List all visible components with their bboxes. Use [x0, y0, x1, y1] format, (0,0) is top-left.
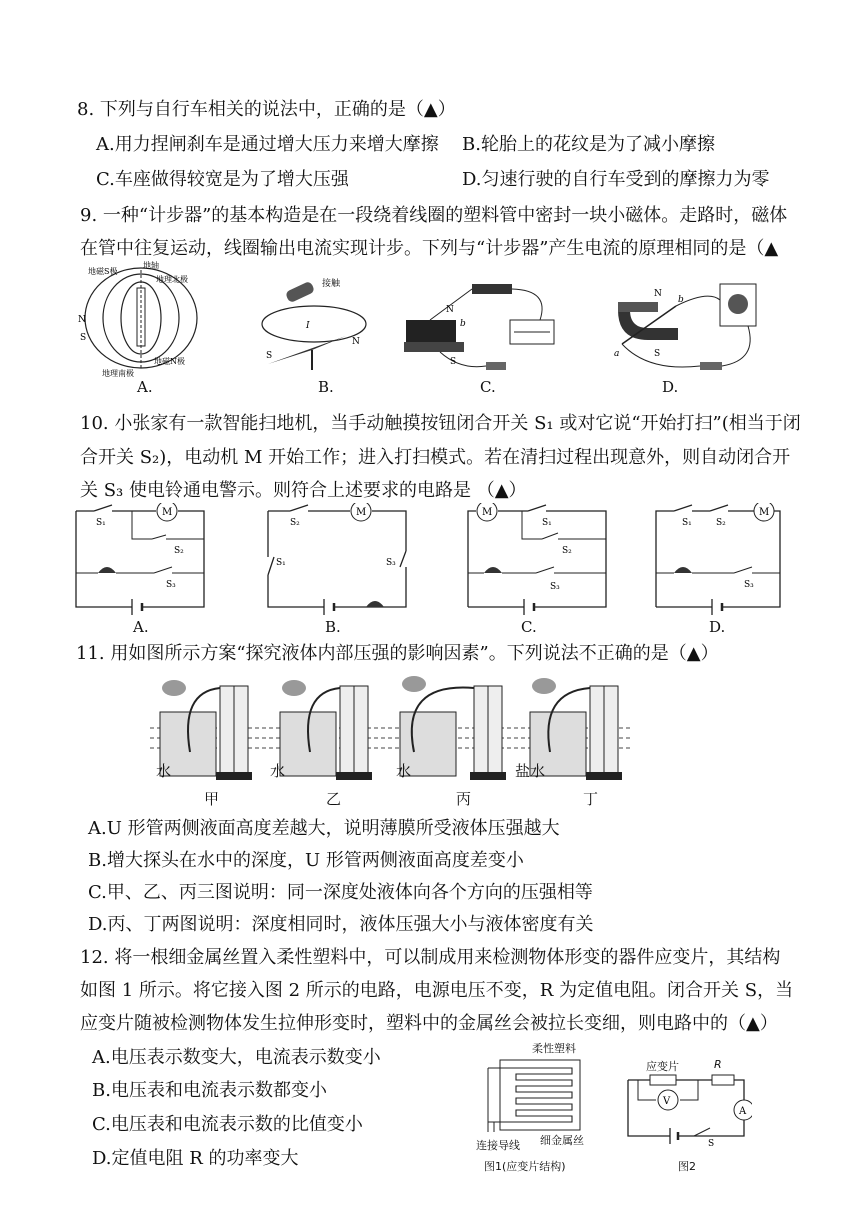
figC-n: N — [446, 305, 454, 315]
q10-line3: 关 S₃ 使电铃通电警示。则符合上述要求的电路是 （▲） — [80, 480, 527, 501]
svg-text:M: M — [482, 507, 493, 518]
q11-name-2: 乙 — [326, 790, 342, 808]
fig1-caption: 图1(应变片结构) — [484, 1160, 566, 1173]
circD-s1: S₁ — [682, 518, 692, 528]
q11-option-a: A.U 形管两侧液面高度差越大，说明薄膜所受液体压强越大 — [88, 818, 560, 839]
figB-s: S — [266, 351, 273, 361]
q9-line2: 在管中往复运动，线圈输出电流实现计步。下列与“计步器”产生电流的原理相同的是（▲ — [80, 238, 779, 259]
q11-option-d: D.丙、丁两图说明：深度相同时，液体压强大小与液体密度有关 — [88, 914, 594, 935]
induction-figure — [608, 280, 768, 380]
q8-option-a: A.用力捏闸刹车是通过增大压力来增大摩擦 — [96, 134, 439, 155]
q9-figC-label: C. — [480, 378, 496, 396]
q8-option-b: B.轮胎上的花纹是为了减小摩擦 — [462, 134, 715, 155]
q9-figA-label: A. — [137, 378, 153, 396]
figB-n: N — [352, 337, 360, 347]
circuit-c — [462, 503, 612, 615]
q10-circuit-c-label: C. — [521, 618, 537, 636]
svg-text:M: M — [356, 507, 367, 518]
q10-line1: 10. 小张家有一款智能扫地机，当手动触摸按钮闭合开关 S₁ 或对它说“开始打扫”(相当于闭 — [80, 413, 801, 434]
fig2-caption: 图2 — [678, 1160, 696, 1173]
q10-line2: 合开关 S₂)，电动机 M 开始工作；进入打扫模式。若在清扫过程出现意外，则自动闭合开 — [80, 447, 791, 468]
q11-name-4: 丁 — [583, 790, 599, 808]
svg-text:M: M — [759, 507, 770, 518]
figB-i: I — [306, 321, 310, 331]
figD-s: S — [654, 349, 661, 359]
figD-a: a — [614, 349, 620, 359]
q11-name-3: 丙 — [456, 790, 472, 808]
circuit-a — [70, 503, 210, 615]
q12-option-c: C.电压表和电流表示数的比值变小 — [92, 1114, 363, 1135]
q8-option-d: D.匀速行驶的自行车受到的摩擦力为零 — [462, 169, 770, 190]
oersted-figure — [256, 272, 376, 377]
circB-s2: S₂ — [290, 518, 300, 528]
fig2-s: S — [708, 1139, 715, 1149]
circB-s1: S₁ — [276, 558, 286, 568]
figC-s: S — [450, 357, 457, 367]
circC-s1: S₁ — [542, 518, 552, 528]
figC-b: b — [460, 319, 466, 329]
circB-s3: S₃ — [386, 558, 396, 568]
figD-n: N — [654, 289, 662, 299]
q11-liquid-1: 水 — [156, 762, 172, 780]
q10-circuit-d-label: D. — [709, 618, 726, 636]
figA-bot-n: 地磁N极 — [154, 357, 185, 366]
figD-b: b — [678, 295, 684, 305]
q11-liquid-4: 盐水 — [515, 762, 546, 780]
fig2-gauge: 应变片 — [646, 1060, 679, 1073]
q12-line2: 如图 1 所示。将它接入图 2 所示的电路，电源电压不变，R 为定值电阻。闭合开关 S，当 — [80, 980, 794, 1001]
q11-option-c: C.甲、乙、丙三图说明：同一深度处液体向各个方向的压强相等 — [88, 882, 593, 903]
q11-name-1: 甲 — [204, 790, 220, 808]
earth-magnetic-field-figure — [76, 260, 206, 380]
q12-option-a: A.电压表示数变大，电流表示数变小 — [92, 1047, 381, 1068]
q12-option-b: B.电压表和电流表示数都变小 — [92, 1080, 327, 1101]
figA-n: N — [78, 315, 86, 325]
circA-s1: S₁ — [96, 518, 106, 528]
circC-s3: S₃ — [550, 582, 560, 592]
q11-liquid-2: 水 — [270, 762, 286, 780]
q11-option-b: B.增大探头在水中的深度，U 形管两侧液面高度差变小 — [88, 850, 524, 871]
circuit-d — [650, 503, 790, 615]
circA-s2: S₂ — [174, 546, 184, 556]
q9-line1: 9. 一种“计步器”的基本构造是在一段绕着线圈的塑料管中密封一块小磁体。走路时，磁体 — [80, 205, 788, 226]
fig2-v: V — [663, 1096, 671, 1107]
fig2-a: A — [739, 1106, 747, 1117]
q8-stem: 8. 下列与自行车相关的说法中，正确的是（▲） — [77, 99, 456, 120]
q10-circuit-b-label: B. — [325, 618, 341, 636]
circD-s2: S₂ — [716, 518, 726, 528]
strain-circuit-figure — [622, 1070, 752, 1150]
circD-s3: S₃ — [744, 580, 754, 590]
circuit-b — [262, 503, 412, 615]
q12-option-d: D.定值电阻 R 的功率变大 — [92, 1148, 299, 1169]
figA-geo-south: 地理南极 — [102, 369, 134, 378]
figB-contact: 接触 — [322, 279, 341, 289]
q11-stem: 11. 用如图所示方案“探究液体内部压强的影响因素”。下列说法不正确的是（▲） — [76, 643, 719, 664]
fig1-plastic: 柔性塑料 — [532, 1042, 576, 1055]
motor-figure — [400, 280, 568, 380]
q9-figB-label: B. — [318, 378, 334, 396]
figA-top-s: 地磁S极 — [88, 267, 118, 276]
q11-liquid-3: 水 — [396, 762, 412, 780]
circC-s2: S₂ — [562, 546, 572, 556]
figA-axis: 地轴 — [143, 261, 159, 270]
q8-option-c: C.车座做得较宽是为了增大压强 — [96, 169, 349, 190]
q10-circuit-a-label: A. — [133, 618, 149, 636]
svg-text:M: M — [162, 507, 173, 518]
fig1-lead: 连接导线 — [476, 1139, 520, 1152]
q12-line3: 应变片随被检测物体发生拉伸形变时，塑料中的金属丝会被拉长变细，则电路中的（▲） — [80, 1013, 778, 1034]
q12-line1: 12. 将一根细金属丝置入柔性塑料中，可以制成用来检测物体形变的器件应变片，其结构 — [80, 947, 781, 968]
fig2-r: R — [714, 1058, 722, 1071]
fig1-metal: 细金属丝 — [540, 1134, 584, 1147]
figA-s: S — [80, 333, 87, 343]
q9-figD-label: D. — [662, 378, 679, 396]
figA-geo-north: 地理北极 — [156, 275, 188, 284]
circA-s3: S₃ — [166, 580, 176, 590]
